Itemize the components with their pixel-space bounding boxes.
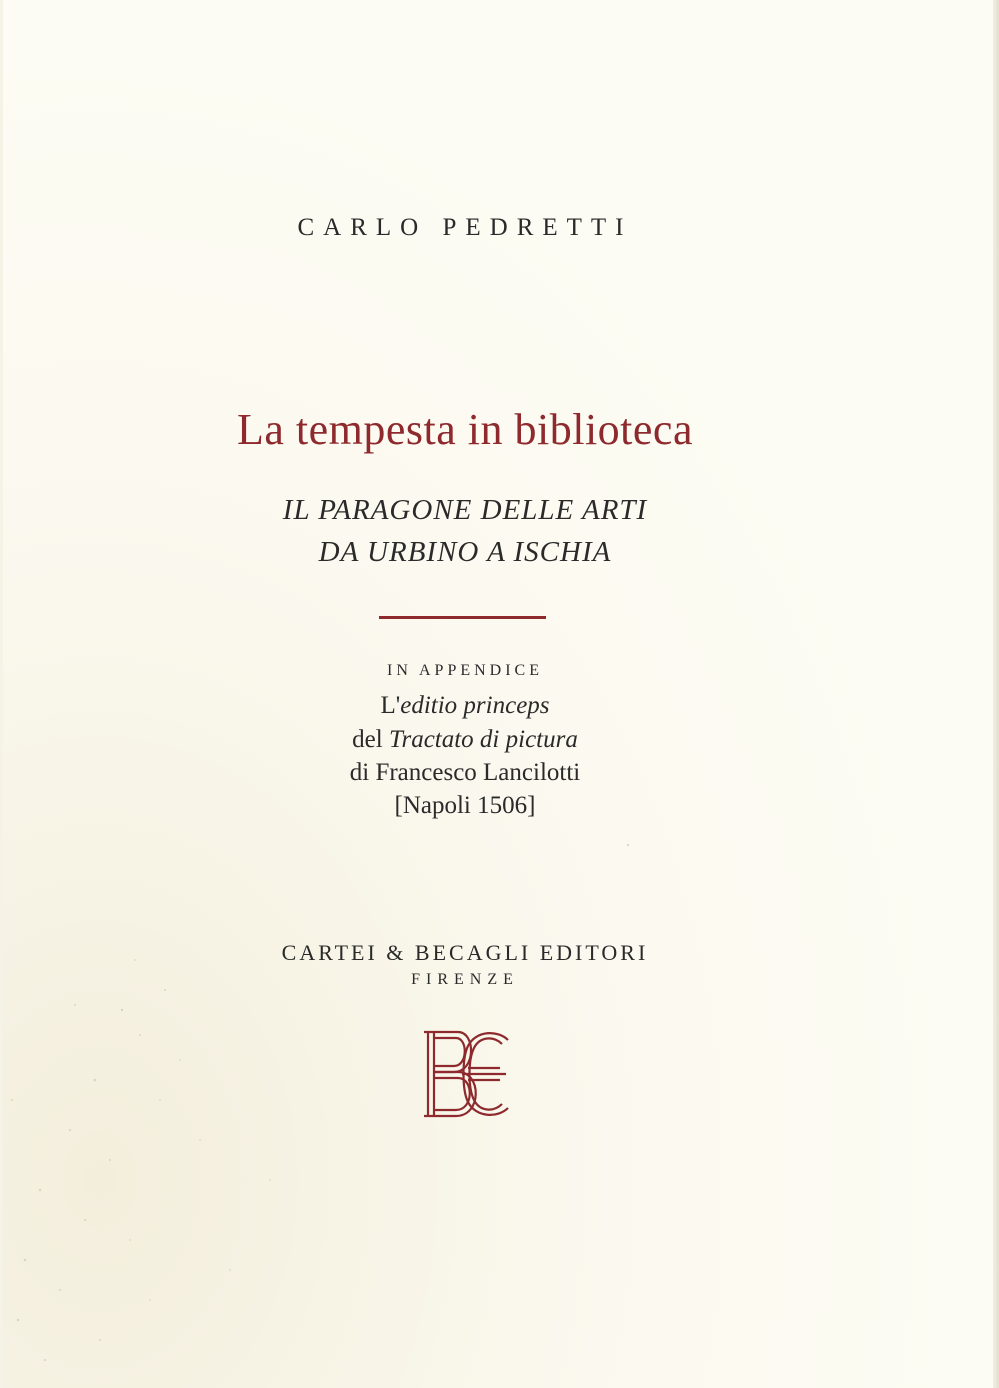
appendix-line-3: di Francesco Lancilotti — [349, 759, 581, 786]
appendix-line-1-italic: editio princeps — [400, 692, 550, 719]
book-title: La tempesta in biblioteca — [236, 405, 693, 454]
subtitle-line-1: IL PARAGONE DELLE ARTI — [282, 494, 648, 526]
appendix-label: IN APPENDICE — [386, 662, 543, 679]
appendix-line-2-prefix: del — [352, 726, 389, 753]
appendix-line-1-prefix: L' — [380, 692, 401, 719]
appendix-line-2-italic: Tractato di pictura — [388, 726, 578, 753]
appendix-line-2 — [0, 726, 930, 754]
publisher-monogram-icon — [418, 1026, 514, 1122]
subtitle-line-2: DA URBINO A ISCHIA — [318, 536, 612, 568]
author-name: CARLO PEDRETTI — [297, 214, 633, 241]
publisher-name: CARTEI & BECAGLI EDITORI — [281, 940, 649, 965]
publisher-city: FIRENZE — [411, 971, 519, 988]
divider-rule — [379, 616, 546, 619]
appendix-line-1 — [0, 692, 930, 720]
appendix-line-4: [Napoli 1506] — [394, 792, 536, 819]
